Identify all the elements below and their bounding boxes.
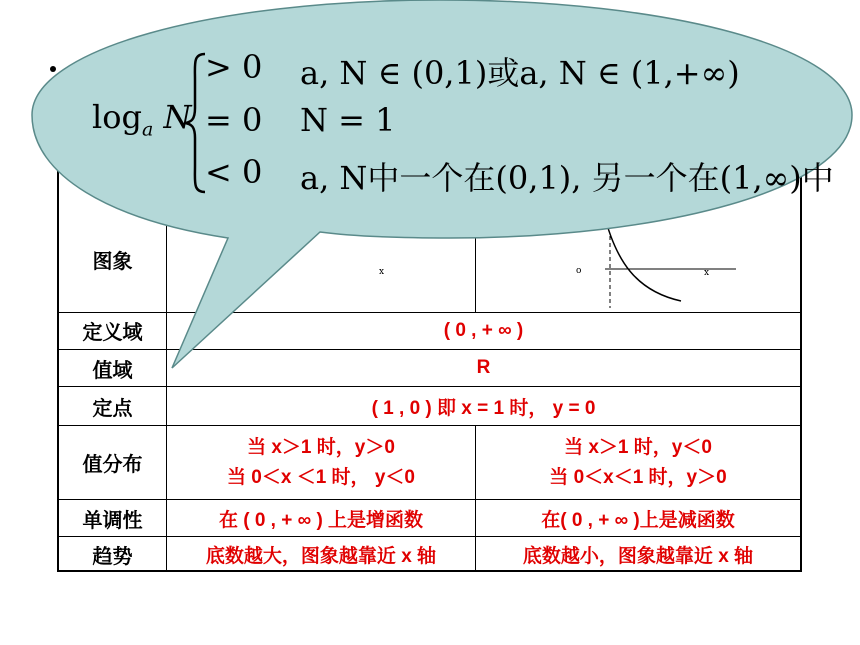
case-2-cond: = 0 bbox=[205, 101, 263, 139]
row-header-value-distribution: 值分布 bbox=[59, 426, 167, 499]
domain-value: ( 0 , + ∞ ) bbox=[443, 319, 524, 341]
bullet-dot bbox=[50, 66, 56, 72]
case-2-desc: N = 1 bbox=[300, 101, 396, 139]
case-3-desc: a, N中一个在(0,1), 另一个在(1,∞)中 bbox=[300, 159, 834, 197]
value-distribution-right-line2: 当 0＜x＜1 时，y＞0 bbox=[549, 466, 727, 488]
trend-decreasing: 底数越小，图象越靠近 x 轴 bbox=[522, 546, 754, 567]
row-header-graph: 图象 bbox=[59, 206, 167, 312]
formula-var: N bbox=[163, 98, 192, 136]
row-header-fixed-point: 定点 bbox=[59, 387, 167, 425]
monotonicity-decreasing: 在( 0 , + ∞ )上是减函数 bbox=[541, 509, 735, 531]
value-distribution-right-line1: 当 x＞1 时，y＜0 bbox=[564, 436, 712, 458]
value-distribution-left-line2: 当 0＜x ＜1 时， y＜0 bbox=[227, 466, 415, 488]
case-1-desc: a, N ∈ (0,1)或a, N ∈ (1,+∞) bbox=[300, 54, 740, 92]
case-3-cond: < 0 bbox=[205, 153, 263, 191]
monotonicity-increasing: 在 ( 0 , + ∞ ) 上是增函数 bbox=[167, 500, 476, 536]
fixed-point-value: ( 1 , 0 ) 即 x = 1 时， y = 0 bbox=[371, 397, 596, 419]
graph-right-origin-label: o bbox=[576, 266, 582, 276]
row-header-trend: 趋势 bbox=[59, 537, 167, 572]
row-header-monotonicity: 单调性 bbox=[59, 500, 167, 536]
value-distribution-left-line1: 当 x＞1 时，y＞0 bbox=[247, 436, 395, 458]
trend-increasing: 底数越大，图象越靠近 x 轴 bbox=[167, 537, 476, 572]
graph-left-x-label: x bbox=[379, 267, 385, 277]
formula-base: a bbox=[141, 118, 154, 141]
row-header-domain: 定义域 bbox=[59, 312, 167, 349]
graph-right-x-label: x bbox=[704, 268, 710, 278]
case-1-cond: > 0 bbox=[205, 48, 263, 86]
range-value: R bbox=[476, 357, 491, 378]
formula-lhs bbox=[92, 98, 191, 140]
formula-log: log bbox=[92, 98, 142, 136]
row-header-range: 值域 bbox=[59, 350, 167, 386]
